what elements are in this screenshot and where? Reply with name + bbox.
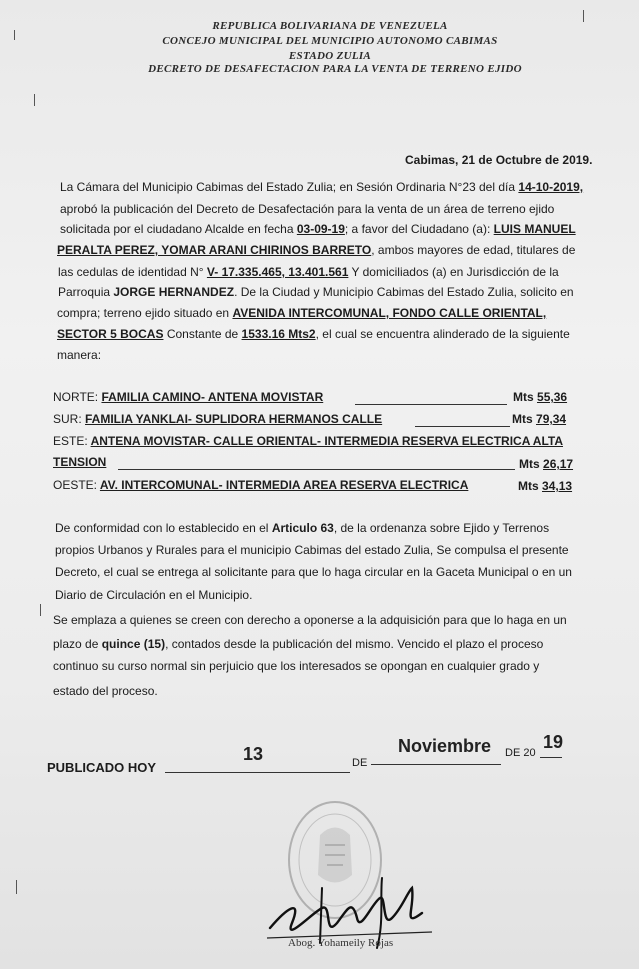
para2-line-4: Diario de Circulación en el Municipio.	[55, 588, 253, 602]
published-year-line	[540, 757, 562, 758]
article-reference: Articulo 63	[271, 521, 334, 535]
para3-line-1: Se emplaza a quienes se creen con derecho a oponerse a la adquisición para que lo haga en un	[53, 613, 567, 627]
body-line-1	[60, 180, 583, 195]
body-line-3	[60, 222, 576, 237]
term-days: quince (15)	[101, 637, 166, 651]
body-text: , contados desde la publicación del mismo. Vencido el plazo el proceso	[165, 637, 544, 651]
mts-label: Mts	[512, 412, 533, 426]
boundary-label: ESTE:	[53, 434, 88, 448]
published-label: PUBLICADO HOY	[47, 760, 157, 775]
session-date: 14-10-2019,	[518, 180, 584, 194]
scan-mark	[583, 10, 584, 22]
body-text: plazo de	[53, 637, 99, 651]
mts-label: Mts	[513, 390, 534, 404]
para2-line-3: Decreto, el cual se entrega al solicitante para que lo haga circular en la Gaceta Municipal o en un	[55, 565, 572, 579]
para3-line-3: continuo su curso normal sin perjuicio que los interesados se opongan en cualquier grado y	[53, 659, 540, 673]
boundary-norte-mts	[513, 390, 567, 405]
boundary-sur-mts	[512, 412, 566, 427]
citizen-names: PERALTA PEREZ, YOMAR ARANI CHIRINOS BARRETO	[57, 243, 372, 257]
document-date: Cabimas, 21 de Octubre de 2019.	[405, 153, 593, 167]
body-line-8	[57, 327, 570, 342]
body-line-4	[57, 243, 575, 258]
boundary-label: SUR:	[53, 412, 82, 426]
body-text: , el cual se encuentra alinderado de la siguiente	[315, 327, 570, 341]
scan-mark	[14, 30, 15, 40]
scan-mark	[40, 604, 41, 616]
scan-mark	[16, 880, 17, 894]
property-area: 1533.16 Mts2	[241, 327, 316, 341]
parish-name: JORGE HERNANDEZ	[113, 285, 235, 299]
published-day-line	[165, 772, 350, 773]
body-text: ; a favor del Ciudadano (a):	[344, 222, 491, 236]
boundary-text: AV. INTERCOMUNAL- INTERMEDIA AREA RESERVA ELECTRICA	[99, 478, 469, 492]
published-de-year: DE 20	[505, 747, 536, 759]
signatory-name: Abog. Yohameily Rojas	[288, 937, 394, 949]
boundary-text: TENSION	[53, 455, 107, 469]
published-month: Noviembre	[398, 736, 492, 756]
body-text: , ambos mayores de edad, titulares de	[371, 243, 576, 257]
para2-line-1	[55, 521, 549, 536]
boundary-underline	[355, 404, 507, 405]
body-text: Y domiciliados (a) en Jurisdicción de la	[351, 265, 559, 279]
body-line-7	[57, 306, 546, 321]
scan-mark	[34, 94, 35, 106]
request-date: 03-09-19	[296, 222, 345, 236]
body-text: Constante de	[166, 327, 239, 341]
published-day: 13	[243, 744, 264, 764]
property-address: AVENIDA INTERCOMUNAL, FONDO CALLE ORIENTAL,	[232, 306, 547, 320]
body-text: La Cámara del Municipio Cabimas del Estado Zulia; en Sesión Ordinaria N°23 del día	[60, 180, 516, 194]
mts-label: Mts	[518, 479, 539, 493]
published-de: DE	[352, 757, 368, 769]
header-council: CONCEJO MUNICIPAL DEL MUNICIPIO AUTONOMO CABIMAS	[162, 35, 498, 47]
mts-label: Mts	[519, 457, 540, 471]
published-month-line	[371, 764, 501, 765]
boundary-este	[53, 434, 618, 449]
boundary-measure: 26,17	[543, 457, 574, 471]
body-line-2: aprobó la publicación del Decreto de Desafectación para la venta de un área de terreno ejido	[60, 202, 555, 216]
id-numbers: V- 17.335.465, 13.401.561	[206, 265, 349, 279]
body-text: . De la Ciudad y Municipio Cabimas del Estado Zulia, solicito en	[234, 285, 574, 299]
boundary-text: FAMILIA CAMINO- ANTENA MOVISTAR	[101, 390, 324, 404]
boundary-underline	[415, 426, 510, 427]
boundary-text: ANTENA MOVISTAR- CALLE ORIENTAL- INTERMEDIA RESERVA ELECTRICA ALTA	[90, 434, 564, 448]
boundary-text: FAMILIA YANKLAI- SUPLIDORA HERMANOS CALLE	[85, 412, 383, 426]
boundary-measure: 55,36	[537, 390, 568, 404]
body-line-6	[58, 285, 574, 300]
body-text: , de la ordenanza sobre Ejido y Terrenos	[333, 521, 550, 535]
header-republic: REPUBLICA BOLIVARIANA DE VENEZUELA	[212, 20, 448, 32]
boundary-label: OESTE:	[53, 478, 98, 492]
published-year: 19	[543, 732, 564, 752]
para2-line-2: propios Urbanos y Rurales para el municipio Cabimas del estado Zulia, Se compulsa el presente	[55, 543, 569, 557]
body-text: Parroquia	[58, 285, 111, 299]
header-decree-title: DECRETO DE DESAFECTACION PARA LA VENTA DE TERRENO EJIDO	[148, 63, 522, 75]
para3-line-2	[53, 637, 543, 652]
para3-line-4: estado del proceso.	[53, 684, 158, 698]
body-text: De conformidad con lo establecido en el	[55, 521, 269, 535]
body-text: solicitada por el ciudadano Alcalde en fecha	[60, 222, 294, 236]
property-sector: SECTOR 5 BOCAS	[57, 327, 164, 341]
body-line-5	[58, 265, 559, 280]
boundary-label: NORTE:	[53, 390, 99, 404]
body-text: las cedulas de identidad N°	[58, 265, 204, 279]
header-state: ESTADO ZULIA	[288, 50, 372, 62]
boundary-measure: 79,34	[536, 412, 567, 426]
body-text: compra; terreno ejido situado en	[57, 306, 230, 320]
boundary-oeste-mts	[518, 479, 572, 494]
boundary-measure: 34,13	[542, 479, 573, 493]
boundary-este-mts	[519, 457, 573, 472]
body-line-9: manera:	[57, 348, 102, 362]
citizen-name-part1: LUIS MANUEL	[493, 222, 576, 236]
boundary-underline	[118, 469, 515, 470]
